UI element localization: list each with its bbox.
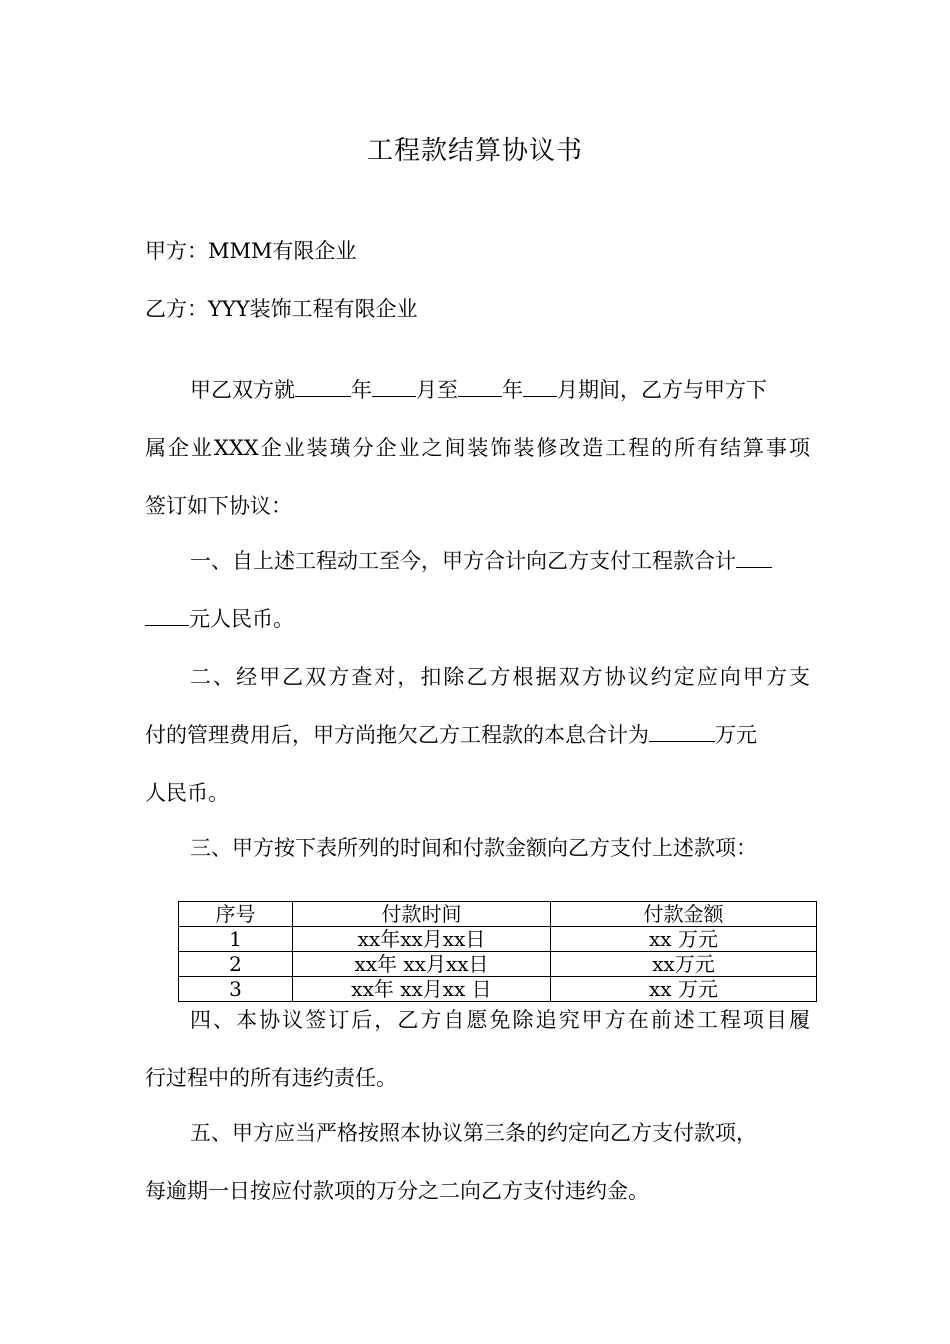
table-row — [179, 952, 817, 977]
intro-text-1: 甲乙双方就 — [190, 378, 295, 402]
blank-total-paid-b — [145, 605, 189, 626]
intro-text-5: 月期间，乙方与甲方下 — [557, 378, 767, 402]
blank-start-month — [372, 376, 416, 397]
header-index: 序号 — [179, 902, 293, 927]
intro-line-3: 签订如下协议： — [145, 494, 292, 518]
cell-payment-time: xx年 xx月xx 日 — [293, 977, 551, 1002]
header-payment-amount: 付款金额 — [551, 902, 817, 927]
cell-payment-time: xx年 xx月xx日 — [293, 952, 551, 977]
clause-5-line-2: 每逾期一日按应付款项的万分之二向乙方支付违约金。 — [145, 1179, 649, 1203]
intro-text-3: 月至 — [416, 378, 458, 402]
clause-4-line-2: 行过程中的所有违约责任。 — [145, 1066, 397, 1090]
party-a: 甲方：MMM有限企业 — [145, 239, 357, 263]
cell-payment-amount: xx万元 — [551, 952, 817, 977]
cell-index: 3 — [179, 977, 293, 1002]
clause-2-text-b: 万元 — [715, 723, 757, 747]
intro-line-2: 属企业XXX企业装璜分企业之间装饰装修改造工程的所有结算事项 — [145, 436, 810, 460]
clause-2-line-3: 人民币。 — [145, 781, 229, 805]
table-row — [179, 927, 817, 952]
clause-2-line-2 — [145, 720, 810, 750]
blank-amount-owed — [649, 721, 715, 742]
cell-payment-amount: xx 万元 — [551, 977, 817, 1002]
intro-text-4: 年 — [502, 378, 523, 402]
clause-1-text: 一、自上述工程动工至今，甲方合计向乙方支付工程款合计 — [190, 549, 736, 573]
cell-payment-time: xx年xx月xx日 — [293, 927, 551, 952]
clause-5-line-1: 五、甲方应当严格按照本协议第三条的约定向乙方支付款项， — [190, 1121, 757, 1145]
cell-index: 2 — [179, 952, 293, 977]
clause-1-line-2 — [145, 604, 810, 634]
blank-end-month — [523, 376, 557, 397]
party-b: 乙方：YYY装饰工程有限企业 — [145, 297, 418, 321]
clause-1-line-1 — [190, 546, 810, 576]
blank-start-year — [295, 376, 351, 397]
table-row — [179, 977, 817, 1002]
document-title: 工程款结算协议书 — [366, 136, 583, 166]
cell-index: 1 — [179, 927, 293, 952]
clause-1-text-2: 元人民币。 — [189, 607, 294, 631]
table-header-row — [179, 902, 817, 927]
intro-line-1 — [190, 375, 810, 405]
clause-2-text-a: 付的管理费用后，甲方尚拖欠乙方工程款的本息合计为 — [145, 723, 649, 747]
intro-text-2: 年 — [351, 378, 372, 402]
cell-payment-amount: xx 万元 — [551, 927, 817, 952]
blank-end-year — [458, 376, 502, 397]
header-payment-time: 付款时间 — [293, 902, 551, 927]
clause-2-line-1: 二、经甲乙双方查对，扣除乙方根据双方协议约定应向甲方支 — [190, 665, 810, 689]
clause-4-line-1: 四、本协议签订后，乙方自愿免除追究甲方在前述工程项目履 — [190, 1008, 810, 1032]
blank-total-paid-a — [736, 547, 772, 568]
payment-schedule-table — [178, 901, 817, 1002]
clause-3-line-1: 三、甲方按下表所列的时间和付款金额向乙方支付上述款项： — [190, 836, 757, 860]
